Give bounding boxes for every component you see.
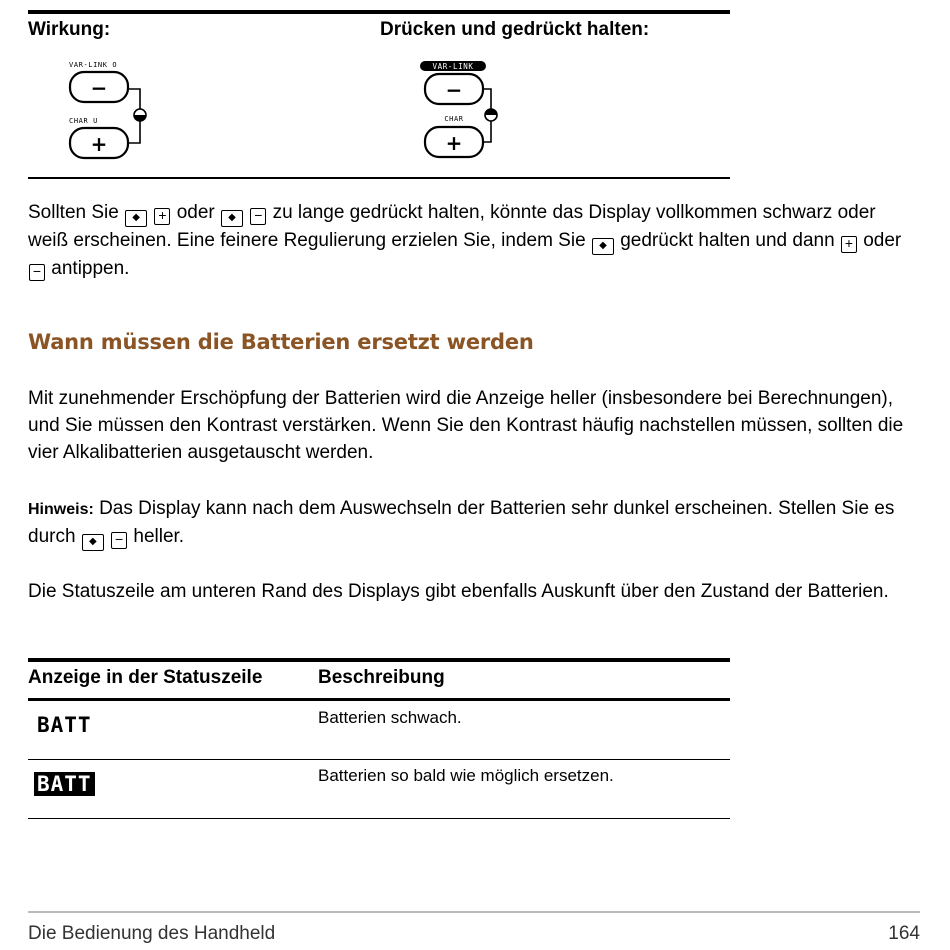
status-line-paragraph: Die Statuszeile am unteren Rand des Displays gibt ebenfalls Auskunft über den Zustand der Batterien. [28,581,889,602]
section-heading: Wann müssen die Batterien ersetzt werden [28,330,534,354]
status-table-bottom-rule [28,818,730,819]
page-number: 164 [888,923,920,944]
battery-paragraph: Mit zunehmender Erschöpfung der Batterien wird die Anzeige heller (insbesondere bei Berechnungen), und Sie müssen den Kontrast verstärken. Wenn Sie den Kontrast häufig nachstellen müssen, sollten die vier Alkalibatterien ausgetauscht werden. [28,388,904,463]
status-table-header-description: Beschreibung [318,667,445,688]
minus-key-label: − [445,78,463,102]
diamond-key-icon: ◆ [82,534,104,551]
plus-key-icon: + [841,236,857,253]
diamond-key-icon: ◆ [221,210,243,227]
plus-key-label: + [90,132,108,156]
footer-rule [28,911,920,913]
char-label: CHAR U [69,117,98,125]
batt-replace-indicator: BATT [34,772,95,796]
note-label: Hinweis: [28,501,94,518]
table-row-description: Batterien schwach. [318,708,462,727]
footer-section-title: Die Bedienung des Handheld [28,923,276,944]
status-table-row-rule [28,759,730,760]
contrast-paragraph: Sollten Sie ◆ + oder ◆ − zu lange gedrückt halten, könnte das Display vollkommen schwarz oder weiß erscheinen. Eine feinere Regulierung erzielen Sie, indem Sie ◆ gedrückt halten und dann + oder − antippen. [28,202,902,279]
table-row-description: Batterien so bald wie möglich ersetzen. [318,766,614,785]
status-table-header-indicator: Anzeige in der Statuszeile [28,667,263,688]
contrast-key-diagram-press-hold [412,58,532,162]
batt-low-indicator: BATT [37,713,92,737]
top-table-top-rule [28,10,730,14]
minus-key-icon: − [250,208,266,225]
top-table-bottom-rule [28,177,730,179]
minus-key-label: − [90,76,108,100]
contrast-key-diagram-effect [55,58,175,162]
status-table-top-rule [28,658,730,662]
plus-key-label: + [445,131,463,155]
char-label: CHAR [444,115,464,123]
diamond-key-icon: ◆ [125,210,147,227]
status-table-header-rule [28,698,730,701]
top-table-header-effect: Wirkung: [28,19,111,40]
var-link-label: VAR-LINK O [69,61,118,69]
var-link-label: VAR-LINK [432,62,474,71]
minus-key-icon: − [29,264,45,281]
minus-key-icon: − [111,532,127,549]
plus-key-icon: + [154,208,170,225]
diamond-key-icon: ◆ [592,238,614,255]
top-table-header-press-hold: Drücken und gedrückt halten: [380,19,650,40]
note-paragraph: Hinweis: Das Display kann nach dem Auswechseln der Batterien sehr dunkel erscheinen. Stellen Sie es durch ◆ − heller. [28,495,918,551]
